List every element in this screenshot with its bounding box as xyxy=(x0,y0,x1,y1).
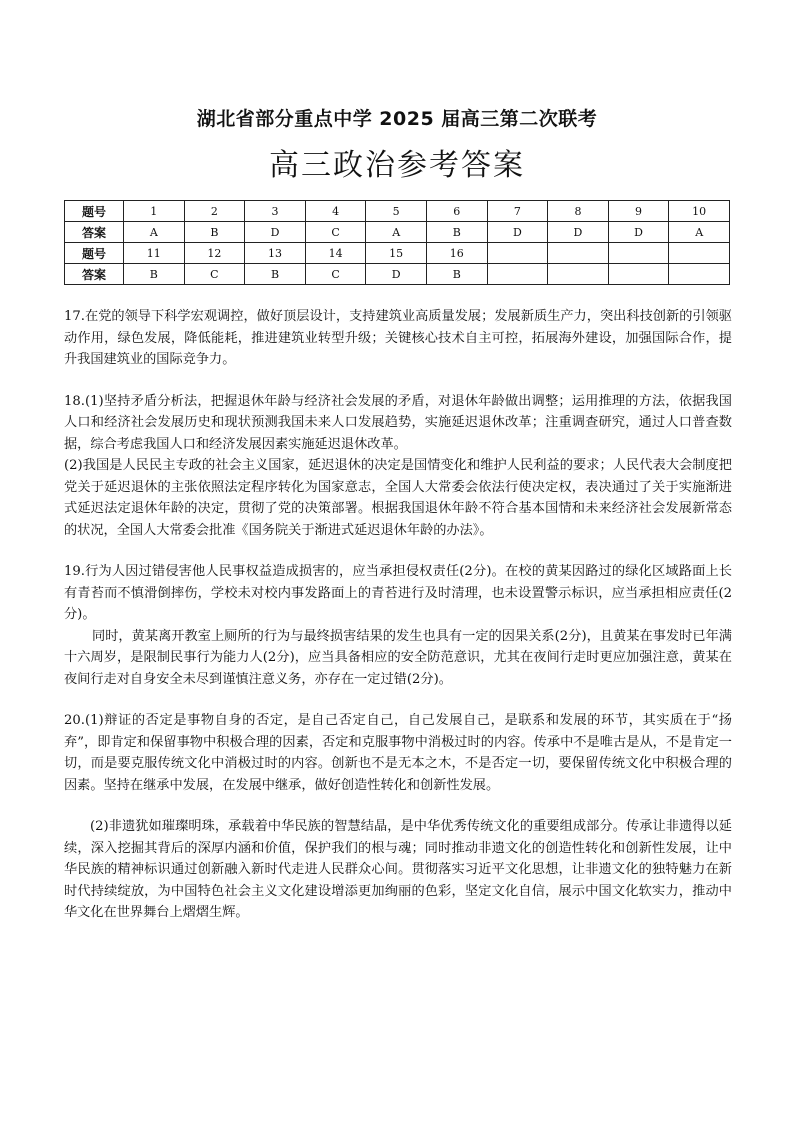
answer-cell: C xyxy=(184,264,245,285)
question-number-cell xyxy=(487,243,548,264)
answer-row xyxy=(65,222,730,243)
question-number-cell: 6 xyxy=(426,201,487,222)
answer-cell: D xyxy=(487,222,548,243)
answer-row-label: 答案 xyxy=(65,264,124,285)
question-number-cell: 11 xyxy=(124,243,185,264)
answer-cell: C xyxy=(305,264,366,285)
answer-row xyxy=(65,264,730,285)
answer-cell: B xyxy=(184,222,245,243)
answer-cell: C xyxy=(305,222,366,243)
question-number-cell: 10 xyxy=(669,201,730,222)
answer-row-label: 答案 xyxy=(65,222,124,243)
answer-q18-part1: 18.(1)坚持矛盾分析法，把握退休年龄与经济社会发展的矛盾，对退休年龄做出调整；运用推理的方法，依据我国人口和经济社会发展历史和现状预测我国未来人口发展趋势，实施延迟退休改革；注重调查研究，通过人口普查数据，综合考虑我国人口和经济发展因素实施延迟退休改革。 xyxy=(64,393,732,452)
answer-cell: D xyxy=(366,264,427,285)
question-row-label: 题号 xyxy=(65,201,124,222)
question-number-cell xyxy=(548,243,609,264)
answer-q18-part2: (2)我国是人民民主专政的社会主义国家，延迟退休的决定是国情变化和维护人民利益的要求；人民代表大会制度把党关于延迟退休的主张依照法定程序转化为国家意志，全国人大常委会依法行使决定权，表决通过了关于实施渐进式延迟法定退休年龄的决定，贯彻了党的决策部署。根据我国退休年龄不符合基本国情和未来经济社会发展新常态的状况，全国人大常委会批准《国务院关于渐进式延迟退休年龄的办法》。 xyxy=(64,458,732,538)
answer-cell: D xyxy=(608,222,669,243)
question-number-cell xyxy=(669,243,730,264)
answer-cell: A xyxy=(124,222,185,243)
question-number-cell: 4 xyxy=(305,201,366,222)
question-row xyxy=(65,201,730,222)
page-title: 高三政治参考答案 xyxy=(269,148,525,183)
answer-q20-part1: 20.(1)辩证的否定是事物自身的否定，是自己否定自己，自己发展自己，是联系和发展的环节，其实质在于“扬弃”，即肯定和保留事物中积极合理的因素，否定和克服事物中消极过时的内容。传承中不是唯古是从，不是肯定一切，而是要克服传统文化中消极过时的内容。创新也不是无本之木，不是否定一切，要保留传统文化中积极合理的因素。坚持在继承中发展，在发展中继承，做好创造性转化和创新性发展。 xyxy=(64,713,732,793)
question-row-label: 题号 xyxy=(65,243,124,264)
answer-q19-part1: 19.行为人因过错侵害他人民事权益造成损害的，应当承担侵权责任(2分)。在校的黄某因路过的绿化区域路面上长有青苔而不慎滑倒摔伤，学校未对校内事发路面上的青苔进行及时清理，也未设置警示标识，应当承担相应责任(2分)。 xyxy=(64,564,732,622)
answer-cell: D xyxy=(548,222,609,243)
question-number-cell: 12 xyxy=(184,243,245,264)
question-row xyxy=(65,243,730,264)
answer-cell: B xyxy=(426,222,487,243)
question-number-cell: 5 xyxy=(366,201,427,222)
question-number-cell: 9 xyxy=(608,201,669,222)
answer-q19-part2: 同时，黄某离开教室上厕所的行为与最终损害结果的发生也具有一定的因果关系(2分)，且黄某在事发时已年满十六周岁，是限制民事行为能力人(2分)，应当具备相应的安全防范意识，尤其在夜间行走时更应加强注意，黄某在夜间行走对自身安全未尽到谨慎注意义务，亦存在一定过错(2分)。 xyxy=(64,628,732,687)
answer-cell xyxy=(487,264,548,285)
answer-q20-part2: (2)非遗犹如璀璨明珠，承载着中华民族的智慧结晶，是中华优秀传统文化的重要组成部分。传承让非遗得以延续，深入挖掘其背后的深厚内涵和价值，保护我们的根与魂；同时推动非遗文化的创造性转化和创新性发展，让中华民族的精神标识通过创新融入新时代走进人民群众心间。贯彻落实习近平文化思想，让非遗文化的独特魅力在新时代持续绽放，为中国特色社会主义文化建设增添更加绚丽的色彩，坚定文化自信，展示中国文化软实力，推动中华文化在世界舞台上熠熠生辉。 xyxy=(64,819,732,920)
question-number-cell: 3 xyxy=(245,201,306,222)
question-number-cell: 14 xyxy=(305,243,366,264)
question-number-cell: 8 xyxy=(548,201,609,222)
answer-cell: B xyxy=(245,264,306,285)
question-number-cell xyxy=(608,243,669,264)
answer-cell: A xyxy=(366,222,427,243)
question-number-cell: 7 xyxy=(487,201,548,222)
question-number-cell: 2 xyxy=(184,201,245,222)
answer-q17: 17.在党的领导下科学宏观调控，做好顶层设计，支持建筑业高质量发展；发展新质生产力，突出科技创新的引领驱动作用，绿色发展，降低能耗，推进建筑业转型升级；关键核心技术自主可控，拓展海外建设，加强国际合作，提升我国建筑业的国际竞争力。 xyxy=(64,309,732,367)
answer-table xyxy=(64,200,730,285)
question-number-cell: 13 xyxy=(245,243,306,264)
answer-body xyxy=(64,306,732,924)
answer-cell xyxy=(608,264,669,285)
answer-cell xyxy=(548,264,609,285)
question-number-cell: 15 xyxy=(366,243,427,264)
answer-cell xyxy=(669,264,730,285)
answer-cell: A xyxy=(669,222,730,243)
answer-cell: B xyxy=(124,264,185,285)
question-number-cell: 1 xyxy=(124,201,185,222)
question-number-cell: 16 xyxy=(426,243,487,264)
answer-cell: D xyxy=(245,222,306,243)
answer-cell: B xyxy=(426,264,487,285)
exam-title: 湖北省部分重点中学 2025 届高三第二次联考 xyxy=(196,108,598,130)
